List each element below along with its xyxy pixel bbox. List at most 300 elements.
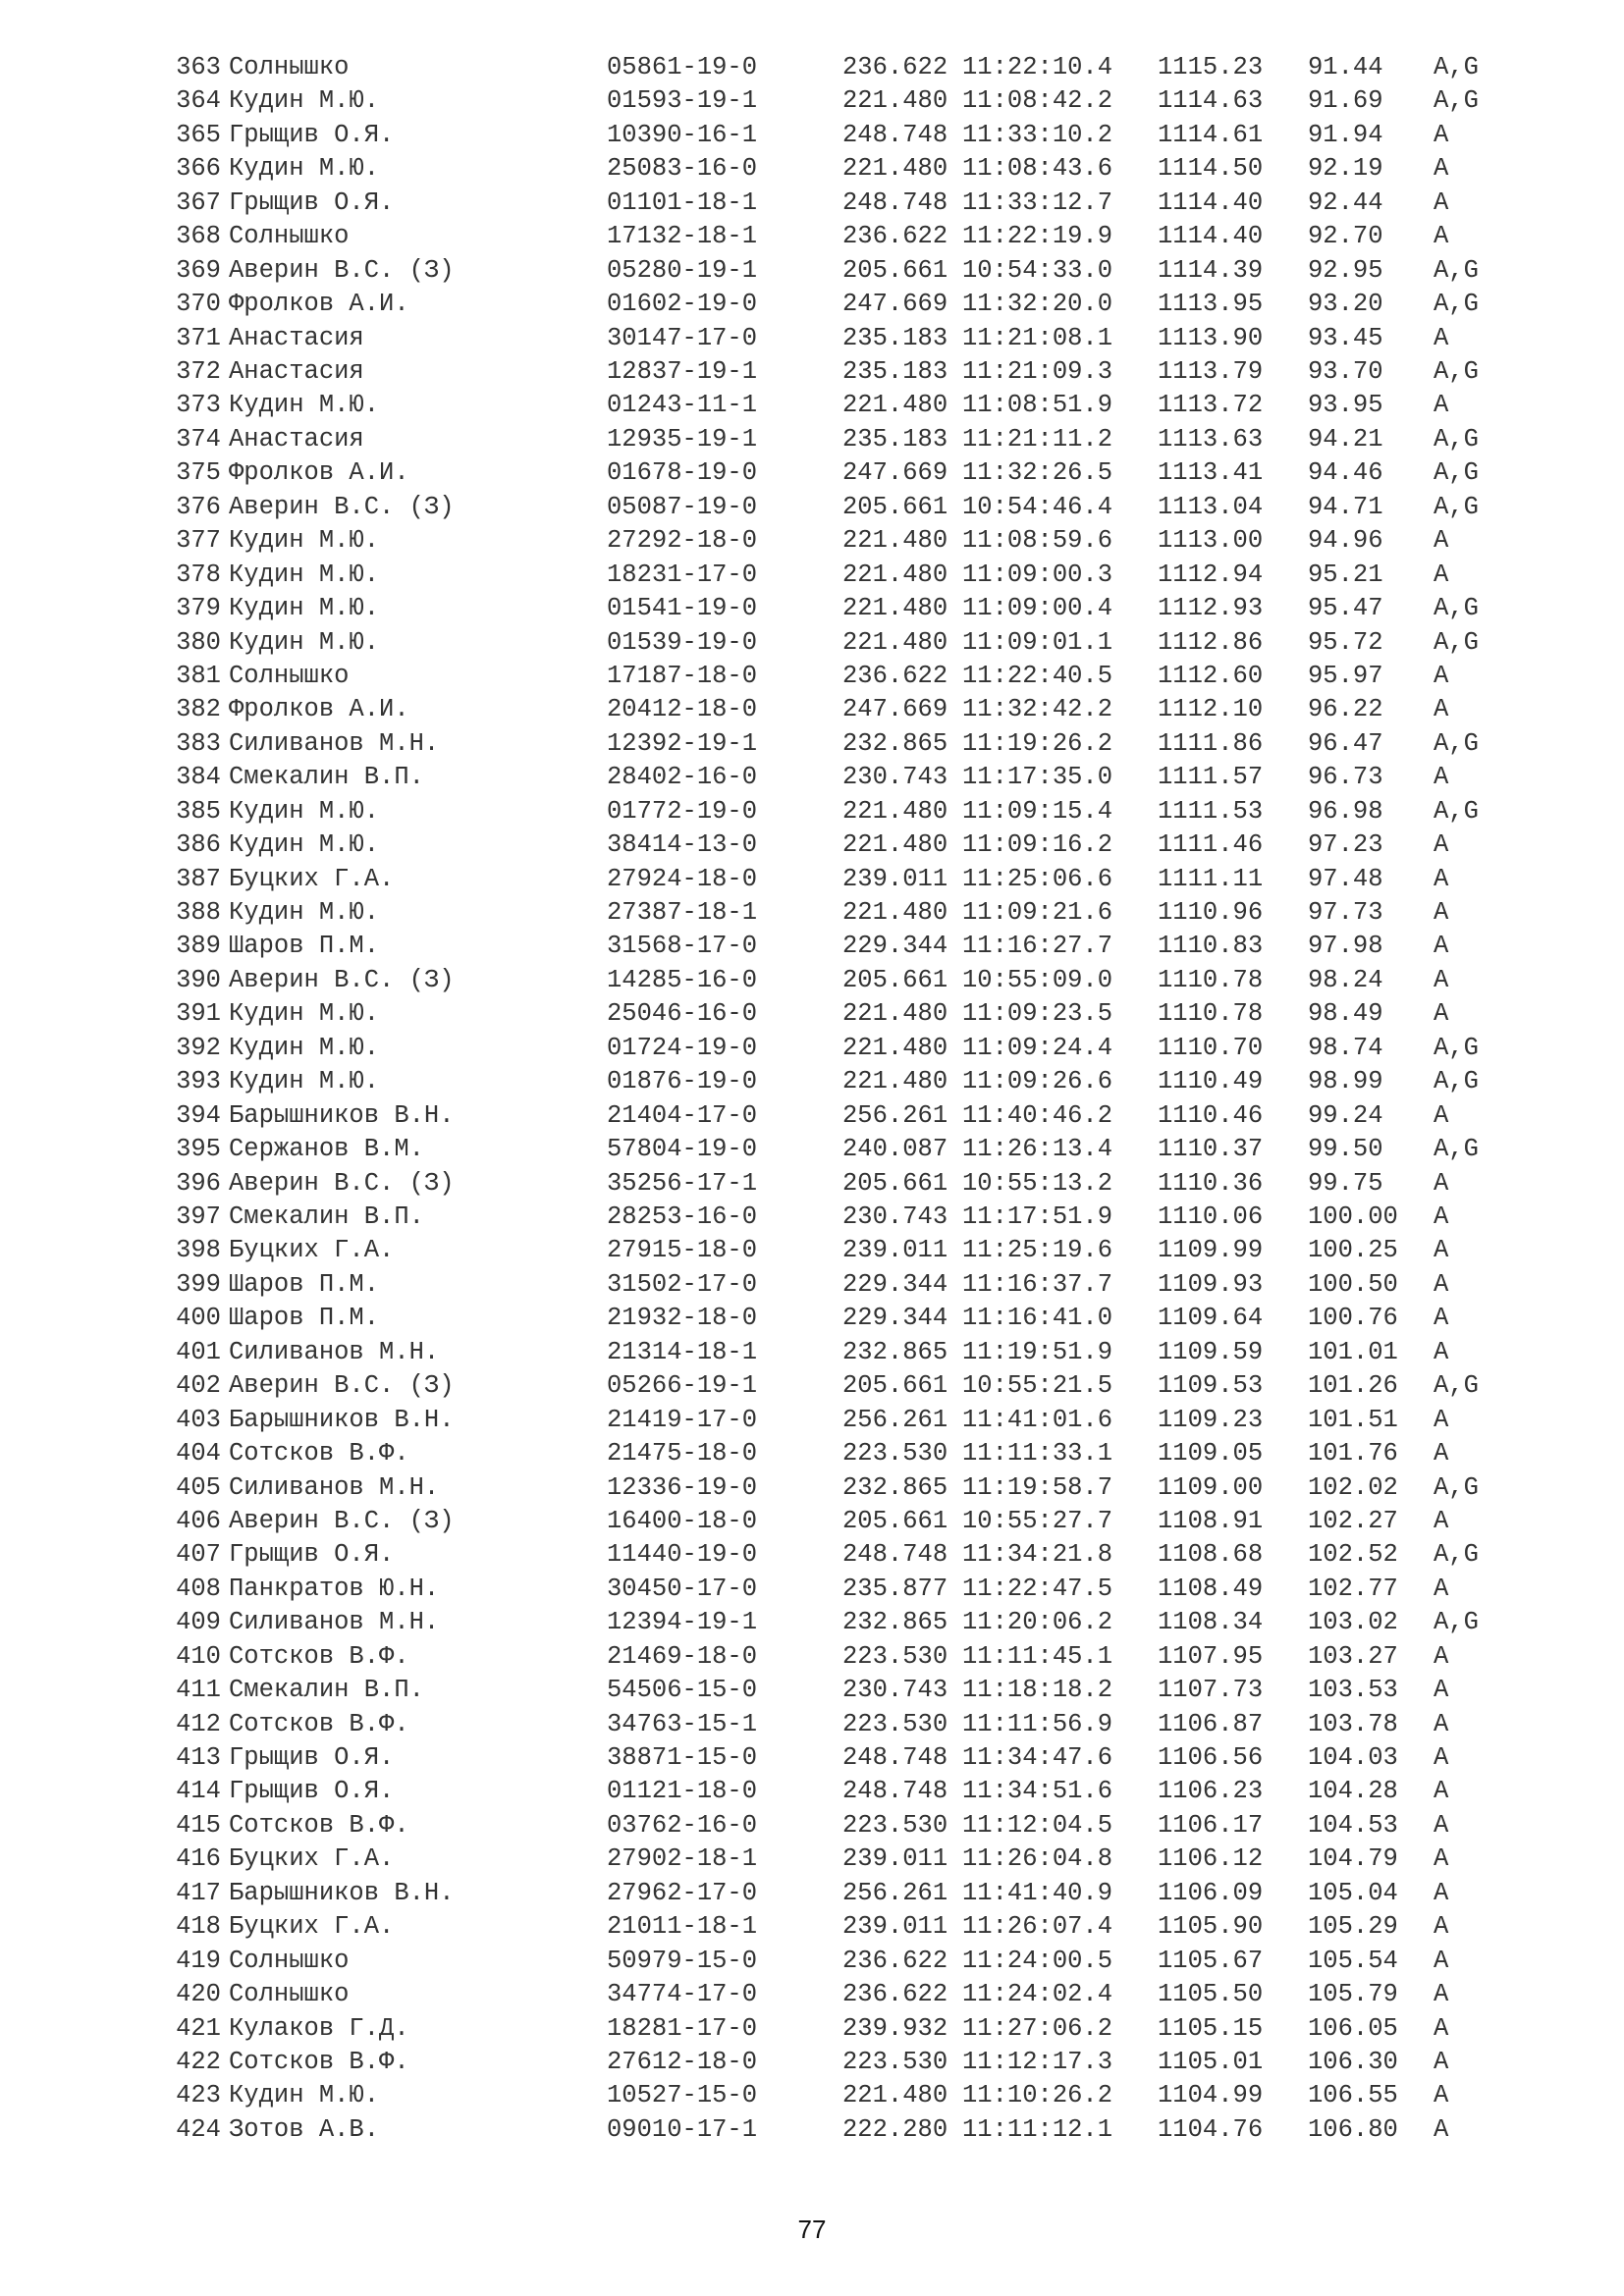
arrival-time: 11:11:12.1 [962, 2114, 1113, 2144]
ring-number: 54506-15-0 [607, 1676, 758, 1705]
table-row [157, 1437, 1492, 1470]
speed-value: 1105.15 [1158, 2013, 1264, 2043]
speed-value: 1113.72 [1158, 391, 1264, 420]
table-row [157, 84, 1492, 118]
row-number: 377 [176, 526, 221, 556]
flags-value: A [1434, 1304, 1449, 1333]
fancier-name: Аверин В.С. (З) [229, 255, 455, 285]
ring-number: 34763-15-1 [607, 1709, 758, 1738]
speed-value: 1110.70 [1158, 1033, 1264, 1062]
points-value: 101.51 [1308, 1405, 1398, 1434]
arrival-time: 11:21:11.2 [962, 424, 1113, 454]
speed-value: 1111.86 [1158, 728, 1264, 758]
points-value: 100.00 [1308, 1202, 1398, 1231]
distance-value: 232.865 [842, 1337, 948, 1366]
row-number: 413 [176, 1743, 221, 1772]
table-row [157, 1133, 1492, 1166]
flags-value: A [1434, 1946, 1449, 1975]
flags-value: A [1434, 1202, 1449, 1231]
table-row [157, 456, 1492, 490]
distance-value: 221.480 [842, 526, 948, 556]
fancier-name: Солнышко [229, 1980, 350, 2009]
points-value: 91.69 [1308, 86, 1383, 116]
fancier-name: Буцких Г.А. [229, 1844, 395, 1874]
speed-value: 1110.96 [1158, 898, 1264, 927]
speed-value: 1104.99 [1158, 2081, 1264, 2110]
ring-number: 17132-18-1 [607, 222, 758, 251]
fancier-name: Солнышко [229, 1946, 350, 1975]
points-value: 95.72 [1308, 627, 1383, 657]
table-row [157, 1032, 1492, 1065]
fancier-name: Шаров П.М. [229, 932, 380, 961]
points-value: 98.24 [1308, 965, 1383, 994]
distance-value: 235.877 [842, 1574, 948, 1603]
distance-value: 221.480 [842, 1033, 948, 1062]
row-number: 394 [176, 1100, 221, 1130]
ring-number: 27612-18-0 [607, 2048, 758, 2076]
distance-value: 256.261 [842, 1878, 948, 1907]
ring-number: 01724-19-0 [607, 1033, 758, 1062]
arrival-time: 11:25:19.6 [962, 1236, 1113, 1265]
ring-number: 31502-17-0 [607, 1269, 758, 1299]
table-row [157, 592, 1492, 625]
ring-number: 01121-18-0 [607, 1777, 758, 1806]
fancier-name: Панкратов Ю.Н. [229, 1574, 440, 1603]
table-row [157, 1910, 1492, 1944]
speed-value: 1106.17 [1158, 1810, 1264, 1840]
speed-value: 1113.63 [1158, 424, 1264, 454]
table-row [157, 761, 1492, 794]
table-row [157, 1573, 1492, 1606]
ring-number: 27292-18-0 [607, 526, 758, 556]
table-row [157, 51, 1492, 84]
table-row [157, 863, 1492, 896]
distance-value: 229.344 [842, 1304, 948, 1333]
fancier-name: Буцких Г.А. [229, 1912, 395, 1942]
fancier-name: Фролков А.И. [229, 695, 409, 724]
fancier-name: Грыщив О.Я. [229, 1540, 395, 1570]
arrival-time: 11:26:13.4 [962, 1135, 1113, 1164]
speed-value: 1105.90 [1158, 1912, 1264, 1942]
table-row [157, 1674, 1492, 1707]
table-row [157, 2012, 1492, 2046]
speed-value: 1109.53 [1158, 1371, 1264, 1401]
flags-value: A,G [1434, 53, 1479, 81]
table-row [157, 2079, 1492, 2112]
row-number: 380 [176, 627, 221, 657]
arrival-time: 11:12:17.3 [962, 2048, 1113, 2076]
points-value: 100.25 [1308, 1236, 1398, 1265]
flags-value: A [1434, 1168, 1449, 1198]
fancier-name: Кудин М.Ю. [229, 154, 380, 184]
distance-value: 248.748 [842, 187, 948, 217]
row-number: 424 [176, 2114, 221, 2144]
fancier-name: Грыщив О.Я. [229, 1777, 395, 1806]
row-number: 409 [176, 1608, 221, 1637]
points-value: 99.50 [1308, 1135, 1383, 1164]
fancier-name: Кудин М.Ю. [229, 999, 380, 1029]
arrival-time: 11:34:47.6 [962, 1743, 1113, 1772]
flags-value: A [1434, 965, 1449, 994]
fancier-name: Кудин М.Ю. [229, 594, 380, 622]
flags-value: A [1434, 222, 1449, 251]
flags-value: A [1434, 1878, 1449, 1907]
table-row [157, 1978, 1492, 2011]
points-value: 99.75 [1308, 1168, 1383, 1198]
fancier-name: Кудин М.Ю. [229, 2081, 380, 2110]
arrival-time: 10:54:46.4 [962, 492, 1113, 521]
table-row [157, 1268, 1492, 1302]
distance-value: 222.280 [842, 2114, 948, 2144]
row-number: 421 [176, 2013, 221, 2043]
arrival-time: 11:12:04.5 [962, 1810, 1113, 1840]
row-number: 368 [176, 222, 221, 251]
points-value: 91.94 [1308, 120, 1383, 149]
arrival-time: 11:09:23.5 [962, 999, 1113, 1029]
speed-value: 1110.36 [1158, 1168, 1264, 1198]
ring-number: 12336-19-0 [607, 1472, 758, 1502]
distance-value: 229.344 [842, 1269, 948, 1299]
ring-number: 12837-19-1 [607, 357, 758, 386]
distance-value: 236.622 [842, 661, 948, 690]
points-value: 106.30 [1308, 2048, 1398, 2076]
distance-value: 205.661 [842, 1506, 948, 1535]
fancier-name: Шаров П.М. [229, 1304, 380, 1333]
table-row [157, 828, 1492, 862]
ring-number: 21932-18-0 [607, 1304, 758, 1333]
ring-number: 21011-18-1 [607, 1912, 758, 1942]
speed-value: 1109.99 [1158, 1236, 1264, 1265]
arrival-time: 11:09:16.2 [962, 830, 1113, 860]
arrival-time: 11:24:02.4 [962, 1980, 1113, 2009]
ring-number: 12394-19-1 [607, 1608, 758, 1637]
speed-value: 1106.87 [1158, 1709, 1264, 1738]
arrival-time: 11:41:01.6 [962, 1405, 1113, 1434]
flags-value: A [1434, 1439, 1449, 1468]
ring-number: 10527-15-0 [607, 2081, 758, 2110]
row-number: 395 [176, 1135, 221, 1164]
fancier-name: Кудин М.Ю. [229, 1033, 380, 1062]
points-value: 96.22 [1308, 695, 1383, 724]
fancier-name: Смекалин В.П. [229, 1202, 424, 1231]
fancier-name: Аверин В.С. (З) [229, 1371, 455, 1401]
row-number: 384 [176, 763, 221, 792]
speed-value: 1110.49 [1158, 1067, 1264, 1096]
points-value: 96.47 [1308, 728, 1383, 758]
table-row [157, 187, 1492, 220]
points-value: 105.79 [1308, 1980, 1398, 2009]
speed-value: 1112.10 [1158, 695, 1264, 724]
points-value: 101.01 [1308, 1337, 1398, 1366]
arrival-time: 11:10:26.2 [962, 2081, 1113, 2110]
speed-value: 1109.00 [1158, 1472, 1264, 1502]
ring-number: 01541-19-0 [607, 594, 758, 622]
fancier-name: Барышников В.Н. [229, 1405, 455, 1434]
ring-number: 30147-17-0 [607, 323, 758, 352]
table-row [157, 930, 1492, 963]
ring-number: 30450-17-0 [607, 1574, 758, 1603]
table-row [157, 964, 1492, 997]
table-row [157, 1775, 1492, 1808]
speed-value: 1113.90 [1158, 323, 1264, 352]
points-value: 94.21 [1308, 424, 1383, 454]
arrival-time: 11:08:42.2 [962, 86, 1113, 116]
fancier-name: Кудин М.Ю. [229, 86, 380, 116]
distance-value: 205.661 [842, 1168, 948, 1198]
row-number: 388 [176, 898, 221, 927]
speed-value: 1110.06 [1158, 1202, 1264, 1231]
row-number: 406 [176, 1506, 221, 1535]
arrival-time: 11:08:59.6 [962, 526, 1113, 556]
points-value: 97.73 [1308, 898, 1383, 927]
ring-number: 28402-16-0 [607, 763, 758, 792]
ring-number: 12935-19-1 [607, 424, 758, 454]
points-value: 104.03 [1308, 1743, 1398, 1772]
row-number: 391 [176, 999, 221, 1029]
table-row [157, 1842, 1492, 1876]
flags-value: A,G [1434, 458, 1479, 488]
arrival-time: 11:24:00.5 [962, 1946, 1113, 1975]
flags-value: A,G [1434, 86, 1479, 116]
table-row [157, 152, 1492, 186]
table-row [157, 1336, 1492, 1369]
page-number: 77 [797, 2215, 827, 2244]
flags-value: A [1434, 1100, 1449, 1130]
fancier-name: Грыщив О.Я. [229, 120, 395, 149]
arrival-time: 10:55:09.0 [962, 965, 1113, 994]
table-row [157, 1404, 1492, 1437]
row-number: 414 [176, 1777, 221, 1806]
ring-number: 11440-19-0 [607, 1540, 758, 1570]
arrival-time: 10:54:33.0 [962, 255, 1113, 285]
distance-value: 221.480 [842, 796, 948, 826]
points-value: 100.50 [1308, 1269, 1398, 1299]
speed-value: 1109.05 [1158, 1439, 1264, 1468]
fancier-name: Кудин М.Ю. [229, 1067, 380, 1096]
ring-number: 05861-19-0 [607, 53, 758, 81]
fancier-name: Сержанов В.М. [229, 1135, 424, 1164]
fancier-name: Фролков А.И. [229, 290, 409, 319]
distance-value: 229.344 [842, 932, 948, 961]
table-row [157, 1640, 1492, 1674]
points-value: 95.47 [1308, 594, 1383, 622]
points-value: 105.29 [1308, 1912, 1398, 1942]
speed-value: 1106.56 [1158, 1743, 1264, 1772]
ring-number: 05266-19-1 [607, 1371, 758, 1401]
fancier-name: Буцких Г.А. [229, 1236, 395, 1265]
row-number: 418 [176, 1912, 221, 1942]
speed-value: 1114.40 [1158, 187, 1264, 217]
distance-value: 240.087 [842, 1135, 948, 1164]
arrival-time: 11:09:26.6 [962, 1067, 1113, 1096]
speed-value: 1113.41 [1158, 458, 1264, 488]
table-row [157, 1538, 1492, 1572]
flags-value: A,G [1434, 1033, 1479, 1062]
speed-value: 1110.78 [1158, 999, 1264, 1029]
arrival-time: 11:08:51.9 [962, 391, 1113, 420]
table-row [157, 2046, 1492, 2079]
distance-value: 221.480 [842, 1067, 948, 1096]
distance-value: 236.622 [842, 1946, 948, 1975]
fancier-name: Кудин М.Ю. [229, 627, 380, 657]
row-number: 363 [176, 53, 221, 81]
row-number: 372 [176, 357, 221, 386]
table-row [157, 1369, 1492, 1403]
arrival-time: 11:33:10.2 [962, 120, 1113, 149]
row-number: 415 [176, 1810, 221, 1840]
points-value: 104.53 [1308, 1810, 1398, 1840]
fancier-name: Аверин В.С. (З) [229, 965, 455, 994]
distance-value: 221.480 [842, 594, 948, 622]
fancier-name: Аверин В.С. (З) [229, 1506, 455, 1535]
fancier-name: Анастасия [229, 424, 364, 454]
table-row [157, 1471, 1492, 1505]
ring-number: 05280-19-1 [607, 255, 758, 285]
flags-value: A [1434, 1810, 1449, 1840]
arrival-time: 11:16:41.0 [962, 1304, 1113, 1333]
row-number: 367 [176, 187, 221, 217]
speed-value: 1110.78 [1158, 965, 1264, 994]
distance-value: 223.530 [842, 1810, 948, 1840]
points-value: 92.95 [1308, 255, 1383, 285]
flags-value: A [1434, 526, 1449, 556]
distance-value: 221.480 [842, 154, 948, 184]
points-value: 104.28 [1308, 1777, 1398, 1806]
distance-value: 247.669 [842, 458, 948, 488]
speed-value: 1114.63 [1158, 86, 1264, 116]
row-number: 408 [176, 1574, 221, 1603]
row-number: 370 [176, 290, 221, 319]
ring-number: 01678-19-0 [607, 458, 758, 488]
row-number: 383 [176, 728, 221, 758]
flags-value: A,G [1434, 492, 1479, 521]
flags-value: A,G [1434, 796, 1479, 826]
row-number: 396 [176, 1168, 221, 1198]
speed-value: 1105.01 [1158, 2048, 1264, 2076]
speed-value: 1114.61 [1158, 120, 1264, 149]
arrival-time: 10:55:21.5 [962, 1371, 1113, 1401]
ring-number: 09010-17-1 [607, 2114, 758, 2144]
table-row [157, 423, 1492, 456]
flags-value: A [1434, 1912, 1449, 1942]
arrival-time: 11:18:18.2 [962, 1676, 1113, 1705]
table-row [157, 997, 1492, 1031]
flags-value: A [1434, 2081, 1449, 2110]
arrival-time: 11:09:21.6 [962, 898, 1113, 927]
distance-value: 239.011 [842, 1236, 948, 1265]
fancier-name: Солнышко [229, 222, 350, 251]
points-value: 103.02 [1308, 1608, 1398, 1637]
distance-value: 221.480 [842, 560, 948, 589]
points-value: 106.80 [1308, 2114, 1398, 2144]
points-value: 97.98 [1308, 932, 1383, 961]
points-value: 102.52 [1308, 1540, 1398, 1570]
ring-number: 21404-17-0 [607, 1100, 758, 1130]
ring-number: 31568-17-0 [607, 932, 758, 961]
ring-number: 50979-15-0 [607, 1946, 758, 1975]
fancier-name: Смекалин В.П. [229, 1676, 424, 1705]
ring-number: 18281-17-0 [607, 2013, 758, 2043]
table-row [157, 1505, 1492, 1538]
speed-value: 1108.34 [1158, 1608, 1264, 1637]
flags-value: A [1434, 1777, 1449, 1806]
distance-value: 247.669 [842, 290, 948, 319]
table-row [157, 727, 1492, 761]
points-value: 92.44 [1308, 187, 1383, 217]
speed-value: 1114.39 [1158, 255, 1264, 285]
row-number: 393 [176, 1067, 221, 1096]
row-number: 419 [176, 1946, 221, 1975]
distance-value: 248.748 [842, 120, 948, 149]
fancier-name: Грыщив О.Я. [229, 187, 395, 217]
speed-value: 1107.73 [1158, 1676, 1264, 1705]
table-row [157, 389, 1492, 422]
arrival-time: 11:16:27.7 [962, 932, 1113, 961]
points-value: 94.46 [1308, 458, 1383, 488]
fancier-name: Кудин М.Ю. [229, 898, 380, 927]
flags-value: A [1434, 323, 1449, 352]
ring-number: 21419-17-0 [607, 1405, 758, 1434]
fancier-name: Сотсков В.Ф. [229, 2048, 409, 2076]
points-value: 93.70 [1308, 357, 1383, 386]
row-number: 371 [176, 323, 221, 352]
fancier-name: Шаров П.М. [229, 1269, 380, 1299]
arrival-time: 11:09:15.4 [962, 796, 1113, 826]
distance-value: 223.530 [842, 1439, 948, 1468]
fancier-name: Смекалин В.П. [229, 763, 424, 792]
speed-value: 1113.04 [1158, 492, 1264, 521]
table-row [157, 1234, 1492, 1267]
table-row [157, 1945, 1492, 1978]
row-number: 392 [176, 1033, 221, 1062]
points-value: 94.71 [1308, 492, 1383, 521]
fancier-name: Солнышко [229, 661, 350, 690]
speed-value: 1114.50 [1158, 154, 1264, 184]
table-row [157, 2113, 1492, 2147]
table-row [157, 693, 1492, 726]
flags-value: A [1434, 2048, 1449, 2076]
distance-value: 236.622 [842, 222, 948, 251]
fancier-name: Силиванов М.Н. [229, 1608, 440, 1637]
speed-value: 1111.53 [1158, 796, 1264, 826]
row-number: 381 [176, 661, 221, 690]
points-value: 102.02 [1308, 1472, 1398, 1502]
fancier-name: Сотсков В.Ф. [229, 1709, 409, 1738]
speed-value: 1109.23 [1158, 1405, 1264, 1434]
distance-value: 235.183 [842, 424, 948, 454]
arrival-time: 11:40:46.2 [962, 1100, 1113, 1130]
distance-value: 221.480 [842, 627, 948, 657]
arrival-time: 11:16:37.7 [962, 1269, 1113, 1299]
arrival-time: 11:34:21.8 [962, 1540, 1113, 1570]
fancier-name: Кудин М.Ю. [229, 526, 380, 556]
ring-number: 38414-13-0 [607, 830, 758, 860]
table-row [157, 1099, 1492, 1133]
row-number: 399 [176, 1269, 221, 1299]
flags-value: A,G [1434, 1371, 1479, 1401]
table-row [157, 220, 1492, 253]
fancier-name: Буцких Г.А. [229, 864, 395, 893]
distance-value: 221.480 [842, 999, 948, 1029]
ring-number: 05087-19-0 [607, 492, 758, 521]
table-row [157, 491, 1492, 524]
flags-value: A [1434, 830, 1449, 860]
distance-value: 232.865 [842, 1608, 948, 1637]
flags-value: A [1434, 2114, 1449, 2144]
speed-value: 1111.57 [1158, 763, 1264, 792]
flags-value: A,G [1434, 1067, 1479, 1096]
arrival-time: 11:09:00.4 [962, 594, 1113, 622]
